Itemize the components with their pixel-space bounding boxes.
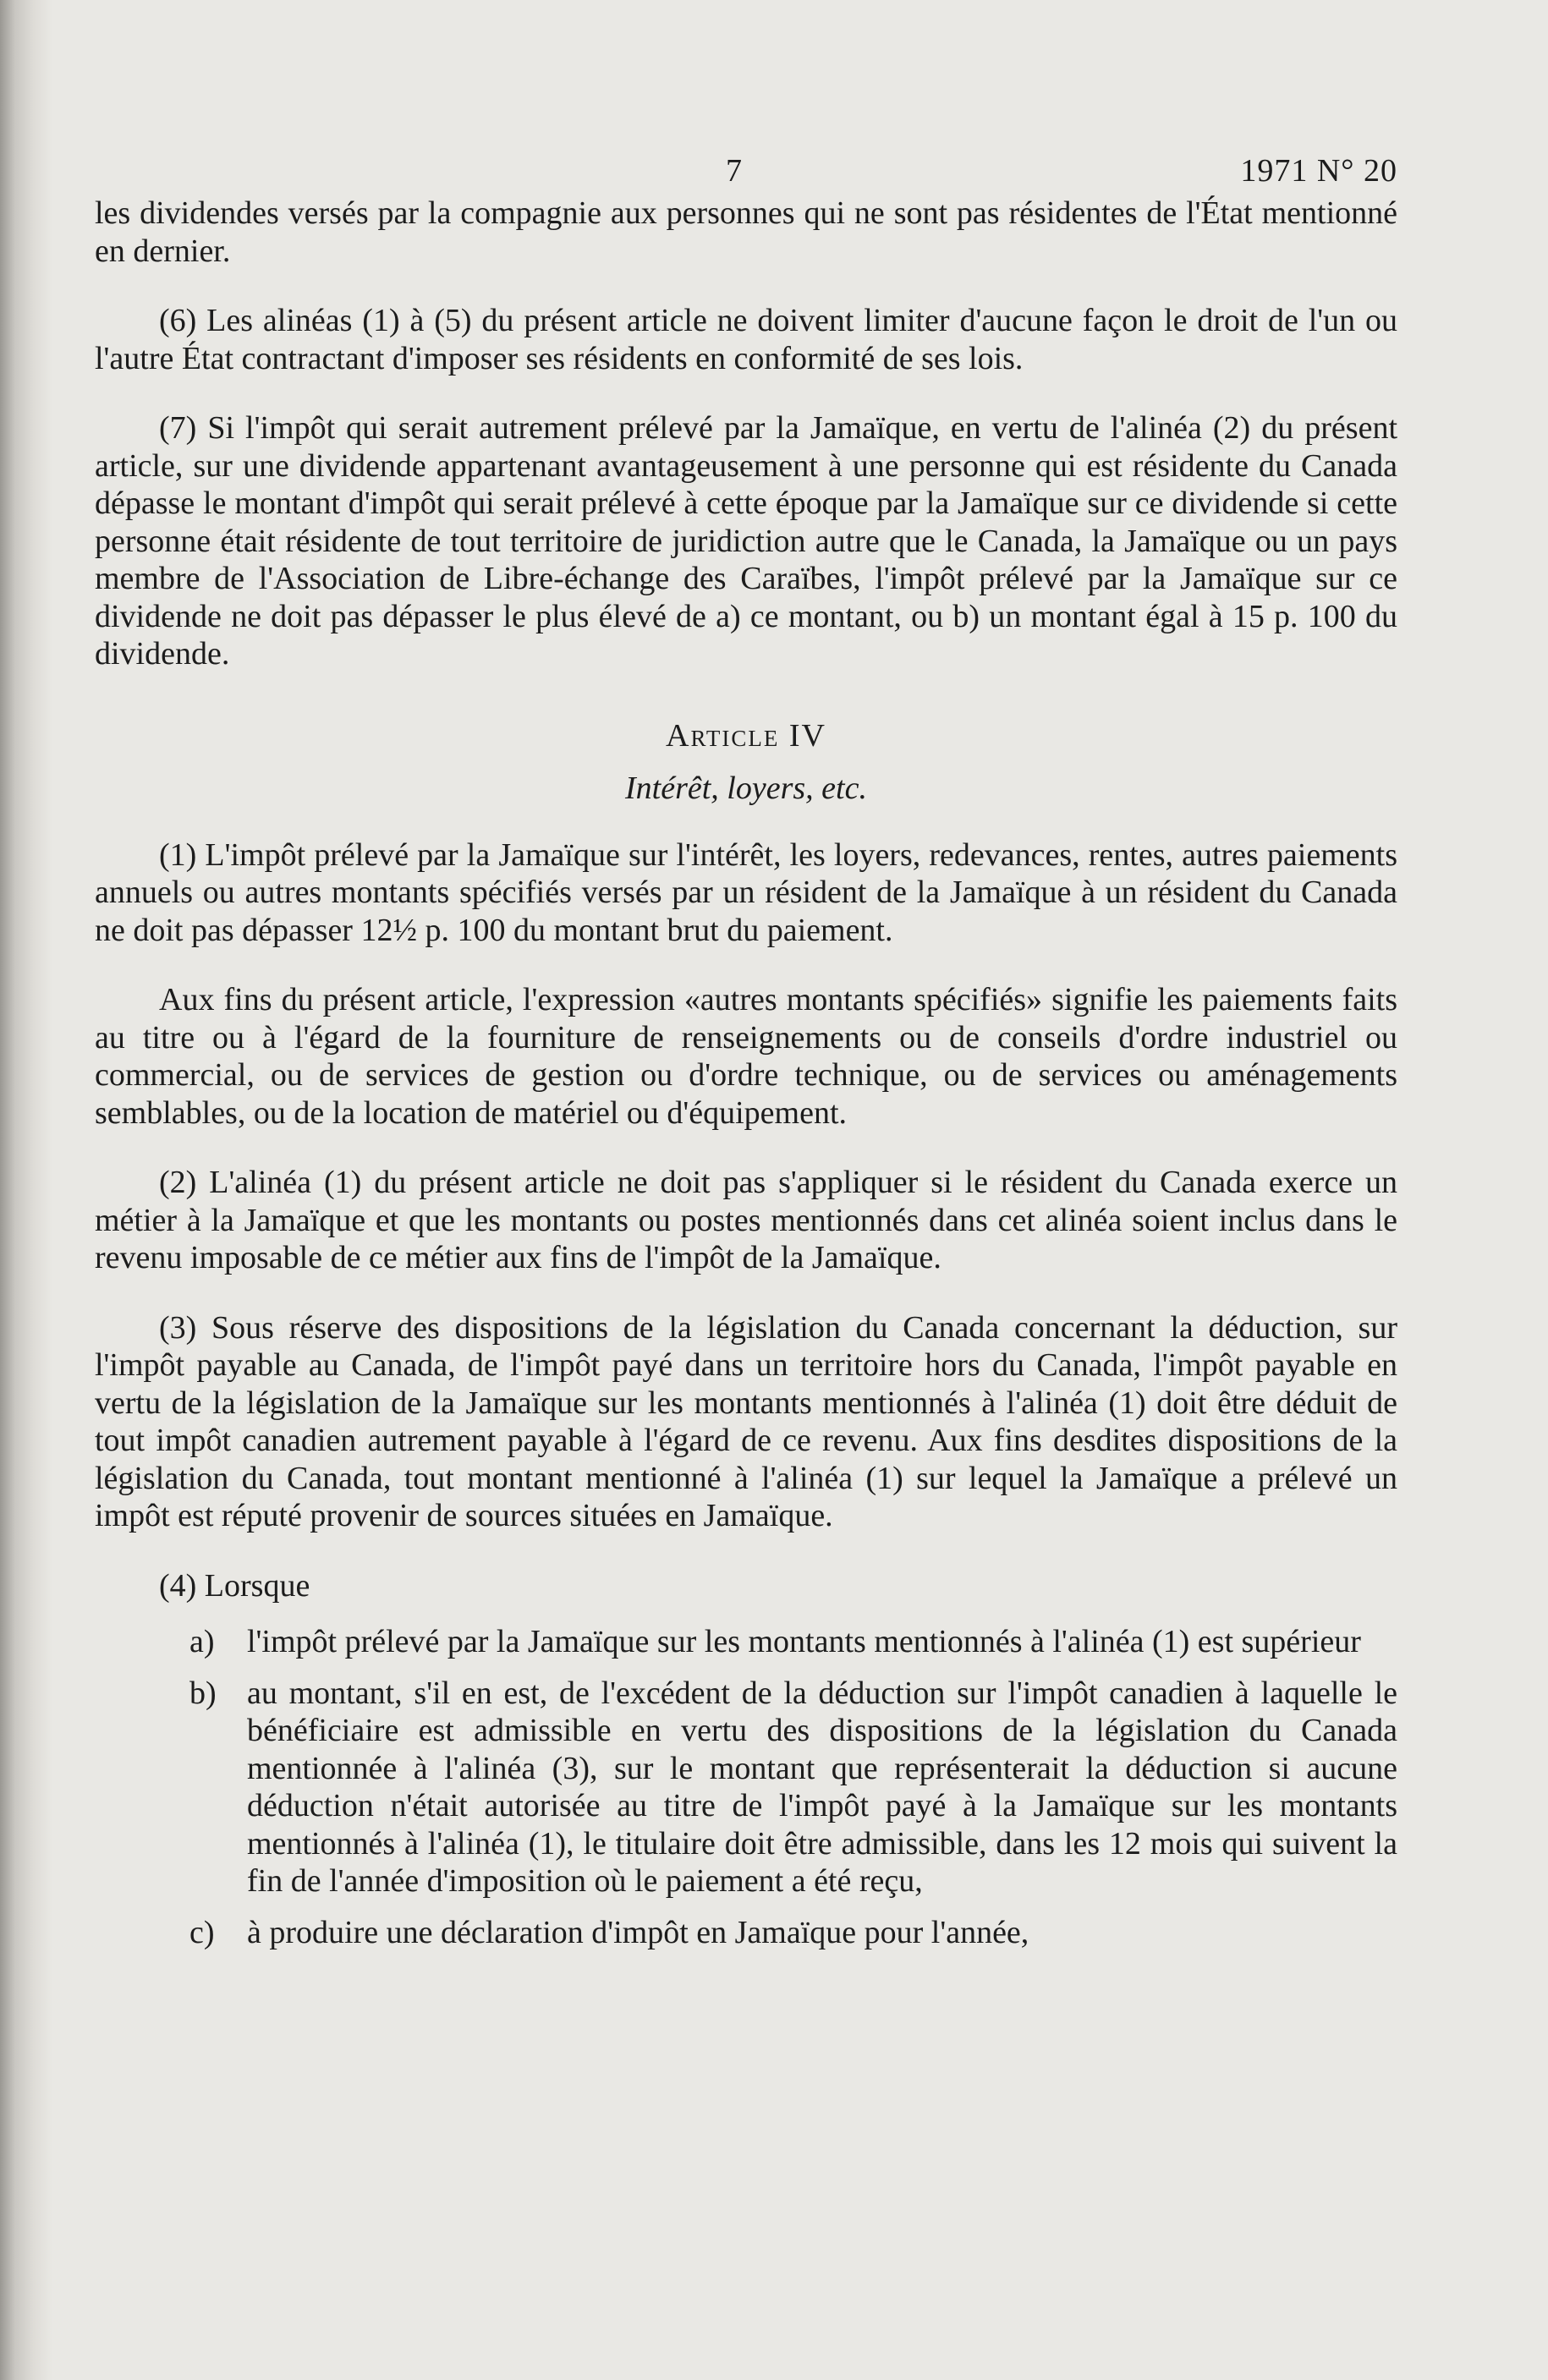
paragraph-7: (7) Si l'impôt qui serait autrement prélevé par la Jamaïque, en vertu de l'alinéa (2) du présent article, sur une dividende appartenant avantageusement à une personne qui est résidente du Canada dépasse le montant d'impôt qui serait prélevé à cette époque par la Jamaïque sur ce dividende si cette personne était résidente de tout territoire de juridiction autre que le Canada, la Jamaïque ou un pays membre de l'Association de Libre-échange des Caraïbes, l'impôt prélevé par la Jamaïque sur ce dividende ne doit pas dépasser le plus élevé de a) ce montant, ou b) un montant égal à 15 p. 100 du dividende. <box>95 410 1397 672</box>
article-paragraph-4-intro: (4) Lorsque <box>159 1567 310 1604</box>
list-item-text: au montant, s'il en est, de l'excédent de la déduction sur l'impôt canadien à laquelle le bénéficiaire est admissible en vertu des dispositions de la législation du Canada mentionnée à l'alinéa (3), sur le montant que représenterait la déduction si aucune déduction n'était autorisée au titre de l'impôt payé à la Jamaïque sur les montants mentionnés à l'alinéa (1), le titulaire doit être admissible, dans les 12 mois qui suivent la fin de l'année d'imposition où le paiement a été reçu, <box>247 1675 1397 1899</box>
article-heading <box>95 717 1397 755</box>
list-item <box>95 1623 1397 1661</box>
article-heading-text: Article IV <box>666 717 826 754</box>
paragraph-continuation: les dividendes versés par la compagnie aux personnes qui ne sont pas résidentes de l'État mentionné en dernier. <box>95 195 1397 269</box>
page-header <box>95 144 1397 195</box>
list-item-text: l'impôt prélevé par la Jamaïque sur les montants mentionnés à l'alinéa (1) est supérieur <box>247 1624 1361 1659</box>
page-binding-shadow <box>0 0 52 2380</box>
document-page <box>95 144 1397 1965</box>
page-number: 7 <box>726 153 742 189</box>
paragraph-6: (6) Les alinéas (1) à (5) du présent article ne doivent limiter d'aucune façon le droit de l'un ou l'autre État contractant d'imposer ses résidents en conformité de ses lois. <box>95 303 1397 376</box>
list-item <box>95 1675 1397 1900</box>
list-item-text: à produire une déclaration d'impôt en Jamaïque pour l'année, <box>247 1914 1029 1950</box>
article-paragraph-3: (3) Sous réserve des dispositions de la législation du Canada concernant la déduction, sur l'impôt payable au Canada, de l'impôt payé dans un territoire hors du Canada, l'impôt payable en vertu de la législation de la Jamaïque sur les montants mentionnés à l'alinéa (1) doit être déduit de tout impôt canadien autrement payable à l'égard de ce revenu. Aux fins desdites dispositions de la législation du Canada, tout montant mentionné à l'alinéa (1) sur lequel la Jamaïque a prélevé un impôt est réputé provenir de sources situées en Jamaïque. <box>95 1309 1397 1533</box>
list-item <box>95 1914 1397 1952</box>
article-paragraph-definition: Aux fins du présent article, l'expression «autres montants spécifiés» signifie les paiements faits au titre ou à l'égard de la fourniture de renseignements ou de conseils d'ordre industriel ou commercial, ou de services de gestion ou d'ordre technique, ou de services ou aménagements semblables, ou de la location de matériel ou d'équipement. <box>95 982 1397 1131</box>
article-paragraph-1: (1) L'impôt prélevé par la Jamaïque sur l'intérêt, les loyers, redevances, rentes, autres paiements annuels ou autres montants spécifiés versés par un résident de la Jamaïque à un résident du Canada ne doit pas dépasser 12½ p. 100 du montant brut du paiement. <box>95 836 1397 948</box>
article-subheading: Intérêt, loyers, etc. <box>625 770 867 806</box>
article-paragraph-2: (2) L'alinéa (1) du présent article ne doit pas s'appliquer si le résident du Canada exerce un métier à la Jamaïque et que les montants ou postes mentionnés dans cet alinéa soient inclus dans le revenu imposable de ce métier aux fins de l'impôt de la Jamaïque. <box>95 1165 1397 1275</box>
list-item-marker: c) <box>189 1914 215 1950</box>
list-item-marker: b) <box>189 1675 217 1711</box>
list-item-marker: a) <box>189 1624 215 1659</box>
statute-reference: 1971 N° 20 <box>1240 153 1397 189</box>
